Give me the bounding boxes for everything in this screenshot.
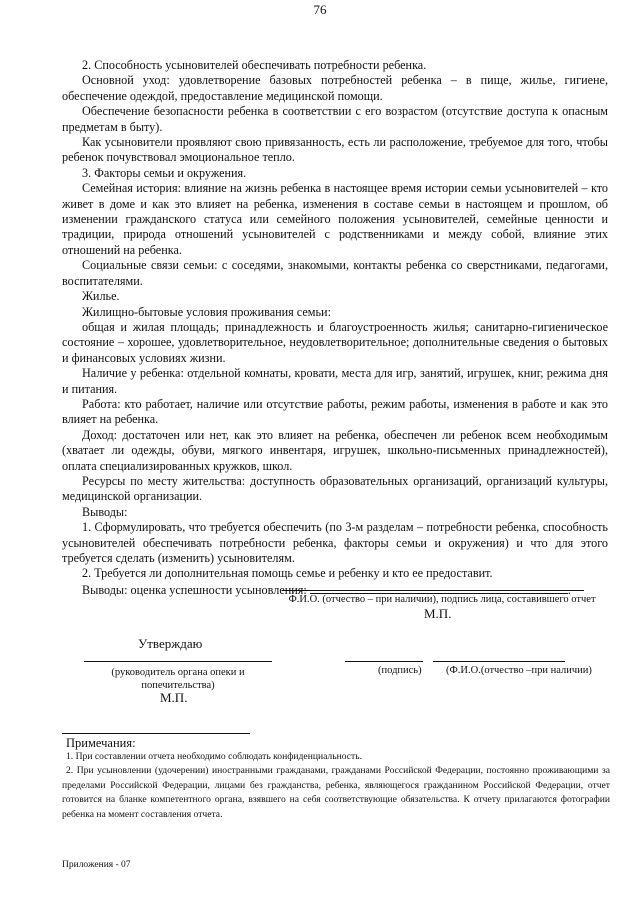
paragraph: 2. Требуется ли дополнительная помощь семье и ребенку и кто ее предоставит. [82,566,493,581]
note-item: 1. При составлении отчета необходимо соблюдать конфиденциальность. [66,751,362,762]
compiler-signature-line [282,590,584,591]
paragraph: Ресурсы по месту жительства: доступность образовательных организаций, организаций культуры, медицинской организации. [62,473,608,504]
compiler-caption: Ф.И.О. (отчество – при наличии), подпись лица, составившего отчет [288,594,596,605]
paragraph: Жилищно-бытовые условия проживания семьи: [82,304,331,319]
notes-title: Примечания: [66,736,136,750]
paragraph: Работа: кто работает, наличие или отсутствие работы, режим работы, изменения в работе и как это влияет на ребенка. [62,396,608,427]
notes-separator [62,733,250,734]
paragraph: Доход: достаточен или нет, как это влияет на ребенка, обеспечен ли ребенок всем необходимым (хватает ли одежды, обуви, мягкого инвентаря, игрушек, школьно-письменных принадлежностей), оплата специализированных кружков, школ. [62,427,608,473]
compiler-stamp-place: М.П. [424,606,452,621]
conclusion-end: . [567,582,571,597]
paragraph: Жилье. [82,289,120,304]
conclusion-label: Выводы: оценка успешности усыновления: [82,582,307,597]
paragraph: Семейная история: влияние на жизнь ребенка в настоящее время истории семьи усыновителей – кто живет в доме и как это влияет на ребенка, изменения в составе семьи в настоящем и прошлом, об изменении гражданского статуса или семейного положения усыновителей, семейные ценности и традиции, природа отношений усыновителей с родственниками и между собой, влияние этих отношений на ребенка. [62,181,608,257]
paragraph: Основной уход: удовлетворение базовых потребностей ребенка – в пище, жилье, гигиене, обеспечение одеждой, предоставление медицинской помощи. [62,73,608,103]
report-body [62,58,608,598]
head-signature-line [84,661,272,662]
paragraph: 2. Способность усыновителей обеспечивать потребности ребенка. [82,58,427,72]
sign-caption: (подпись) [378,665,422,676]
page-number: 76 [313,2,327,17]
notes-list [62,750,610,822]
paragraph: 3. Факторы семьи и окружения. [82,165,247,180]
fio-line [433,661,565,662]
paragraph: Социальные связи семьи: с соседями, знакомыми, контакты ребенка со сверстниками, педагогами, воспитателями. [62,258,608,288]
paragraph: Наличие у ребенка: отдельной комнаты, кровати, места для игр, занятий, игрушек, книг, режима дня и питания. [62,366,608,396]
note-item: 2. При усыновлении (удочерении) иностранными гражданами, гражданами Российской Федерации, постоянно проживающими за пределами Российской Федерации, лицами без гражданства, ребенка, являющегося гражданином Российской Федерации, отчет готовится на бланке компетентного органа, взявшего на себя соответствующие обязательства. К отчету прилагаются фотографии ребенка на момент составления отчета. [62,765,610,820]
head-stamp-place: М.П. [160,690,188,705]
paragraph: Обеспечение безопасности ребенка в соответствии с его возрастом (отсутствие доступа к опасным предметам в быту). [62,104,608,134]
conclusion-blank [310,582,568,594]
footer-label: Приложения - 07 [62,860,131,870]
paragraph: общая и жилая площадь; принадлежность и благоустроенность жилья; санитарно-гигиеническое состояние – хорошее, удовлетворительное, неудовлетворительное; дополнительные сведения о бытовых и финансовых условиях жизни. [62,319,608,365]
fio-caption: (Ф.И.О.(отчество –при наличии) [446,665,592,676]
sign-line [345,661,423,662]
paragraph: Как усыновители проявляют свою привязанность, есть ли расположение, требуемое для того, чтобы ребенок почувствовал эмоциональное тепло. [62,135,608,165]
paragraph: 1. Сформулировать, что требуется обеспечить (по 3-м разделам – потребности ребенка, способность усыновителей обеспечивать потребности ребенка, факторы семьи и окружения) и что для этого требуется сделать (изменить) усыновителям. [62,520,608,565]
approve-label: Утверждаю [138,636,203,651]
head-caption: (руководитель органа опеки и попечительства) [111,667,245,691]
paragraph: Выводы: [82,504,128,519]
